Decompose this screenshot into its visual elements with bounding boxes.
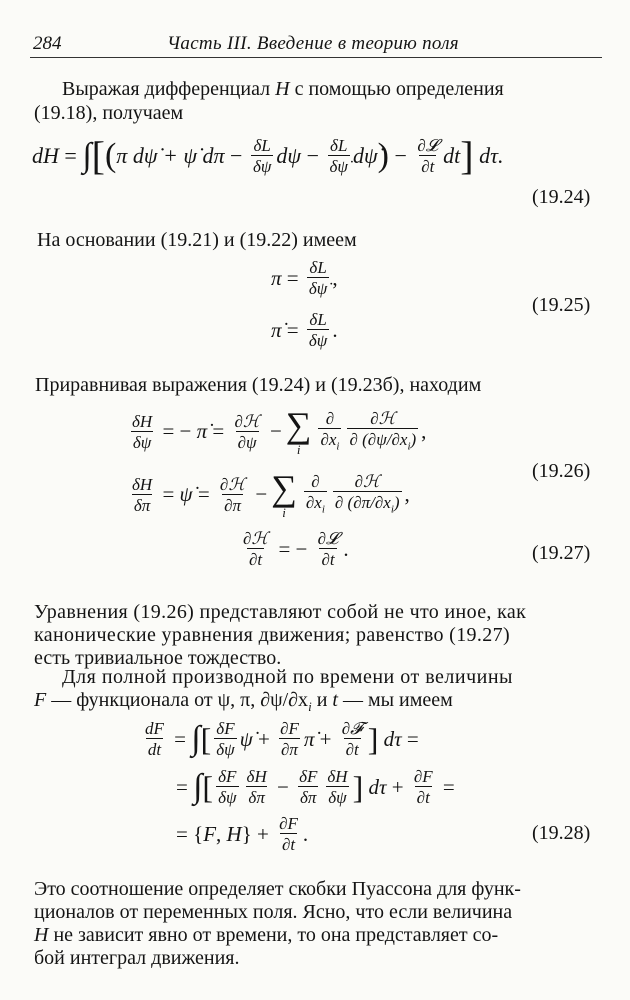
math-symbol: F — [34, 689, 47, 711]
page-number: 284 — [33, 33, 62, 54]
equation-19-25-line-1: π = $\frac{\delta L}{\delta\psi̇}$ , — [271, 258, 338, 298]
text-line: — функционала от ψ, π, ∂ψ/∂x — [46, 689, 309, 711]
paragraph-2: На основании (19.21) и (19.22) имеем — [37, 229, 357, 251]
running-title: Часть III. Введение в теорию поля — [167, 33, 459, 54]
math-symbol: H — [34, 924, 49, 946]
paragraph-5-line-2: F — функционала от ψ, π, $\partial\psi/\partial x_i$ и t — мы имеем — [34, 689, 453, 714]
equation-number: (19.28) — [532, 822, 591, 844]
text-line: с помощью определения — [294, 78, 504, 100]
equation-19-25-line-2: π̇ = $\frac{\delta L}{\delta\psi}$ . — [271, 310, 338, 350]
text-line: — мы имеем — [337, 689, 453, 711]
paragraph-4-line-2: канонические уравнения движения; равенство (19.27) — [34, 624, 510, 646]
equation-number: (19.27) — [532, 542, 591, 564]
equation-19-27: $\frac{\text{∂ℋ}}{\partial t}$ = − $\frac{\text{∂𝓛}}{\partial t}$ . — [243, 529, 349, 569]
paragraph-5-line-1: Для полной производной по времени от величины — [62, 666, 513, 688]
equation-19-26-line-2: $\frac{\delta H}{\delta\pi}$ = ψ̇ = $\frac{\text{∂ℋ}}{\partial\pi}$ − ∑ i $\frac{\partial}{\partial x_i}$ $\frac{\text{∂ℋ}}{\partial (\partial\pi/\partial x_i)}$ , — [132, 468, 410, 520]
equation-19-24: dH = ∫ [ ( π dψ̇ + ψ̇ dπ − $\frac{\delta L}{\delta\psi}$ dψ − $\frac{\delta L}{\delta\psi̇}$ dψ̇ ) − $\frac{\text{∂𝓛}}{\partial t}$ dt ] dτ. — [32, 133, 504, 178]
text-line: Выражая дифференциал — [62, 78, 271, 100]
equation-number: (19.26) — [532, 460, 591, 482]
paragraph-1 — [62, 78, 602, 102]
equation-number: (19.25) — [532, 294, 591, 316]
text-line: и — [311, 689, 333, 711]
equation-19-26-line-1: $\frac{\delta H}{\delta\psi}$ = − π̇ = $\frac{\text{∂ℋ}}{\partial\psi}$ − ∑ i $\frac{\partial}{\partial x_i}$ $\frac{\text{∂ℋ}}{\partial (\partial\psi/\partial x_i)}$ , — [132, 405, 427, 457]
equation-19-28-line-1: $\frac{dF}{dt}$ = ∫ [ $\frac{\delta F}{\delta\psi}$ ψ̇ + $\frac{\partial F}{\partial\pi}$ π̇ + $\frac{\text{∂𝓕}}{\partial t}$ ] dτ = — [145, 719, 419, 759]
paragraph-6-line-4: бой интеграл движения. — [34, 947, 240, 969]
header-rule — [30, 57, 602, 58]
equation-19-28-line-3: = { F , H } + $\frac{\partial F}{\partial t}$ . — [176, 814, 309, 854]
equation-number: (19.24) — [532, 186, 591, 208]
paragraph-6-line-3 — [34, 924, 498, 948]
text-line: не зависит явно от времени, то она представляет со- — [48, 924, 499, 946]
math-symbol: t — [332, 689, 338, 711]
paragraph-3: Приравнивая выражения (19.24) и (19.23б), находим — [35, 374, 482, 396]
paragraph-1-line-2: (19.18), получаем — [34, 102, 184, 124]
math-symbol: H — [275, 78, 290, 100]
paragraph-6-line-2: ционалов от переменных поля. Ясно, что если величина — [34, 901, 513, 923]
paragraph-6-line-1: Это соотношение определяет скобки Пуассона для функ- — [34, 878, 521, 900]
equation-19-28-line-2: = ∫ [ $\frac{\delta F}{\delta\psi}$ $\frac{\delta H}{\delta\pi}$ − $\frac{\delta F}{\delta\pi}$ $\frac{\delta H}{\delta\psi}$ ] dτ + $\frac{\partial F}{\partial t}$ = — [176, 767, 455, 807]
paragraph-4-line-3: есть тривиальное тождество. — [34, 647, 282, 669]
paragraph-4-line-1: Уравнения (19.26) представляют собой не что иное, как — [34, 601, 527, 623]
